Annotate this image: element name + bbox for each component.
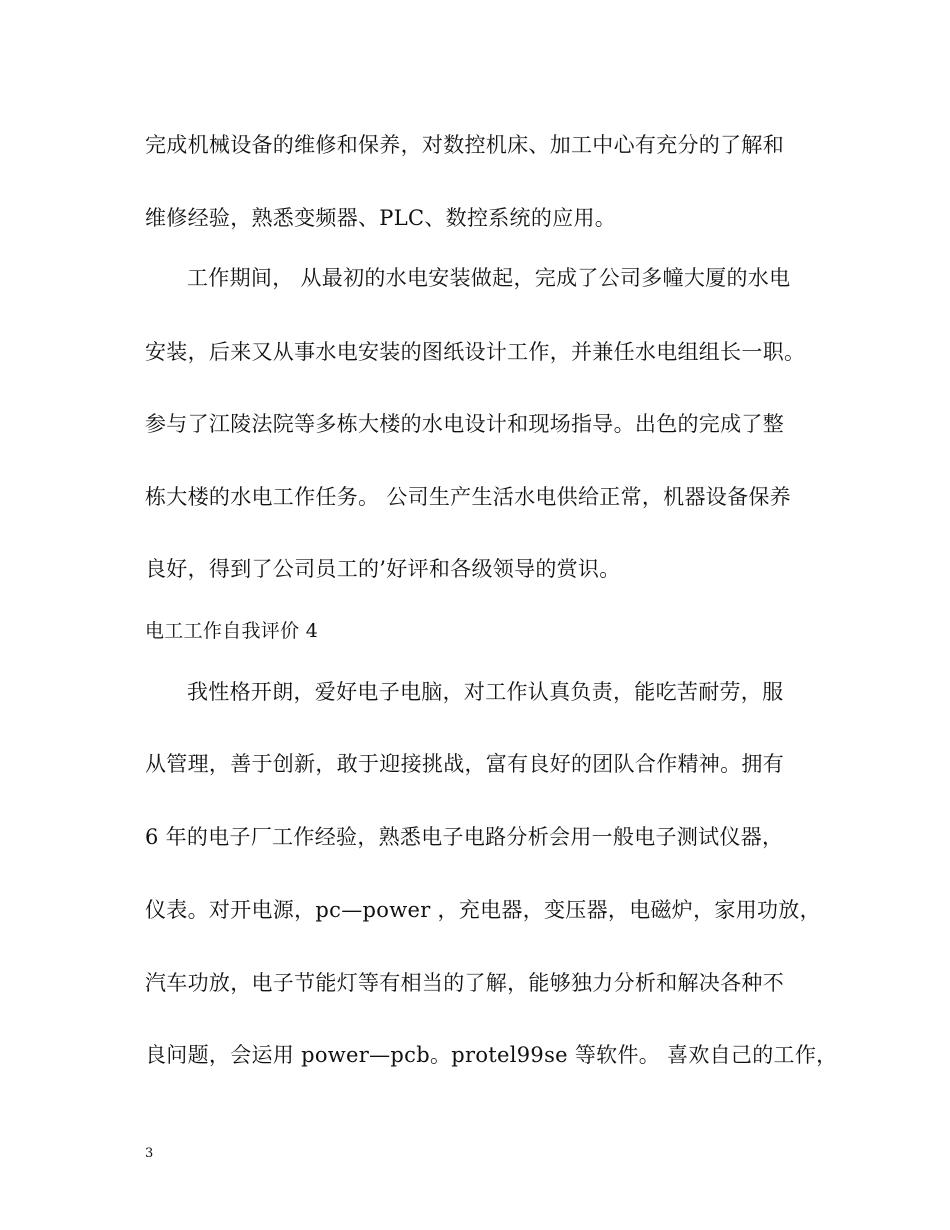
section-heading: 电工工作自我评价 4	[145, 620, 319, 642]
paragraph-line: 维修经验，熟悉变频器、PLC、数控系统的应用。	[145, 206, 617, 230]
paragraph-line: 安装，后来又从事水电安装的图纸设计工作，并兼任水电组组长一职。	[145, 340, 806, 364]
page-number: 3	[145, 1146, 154, 1161]
paragraph-line: 汽车功放，电子节能灯等有相当的了解，能够独力分析和解决各种不	[145, 971, 784, 995]
paragraph-line: 从管理，善于创新，敢于迎接挑战，富有良好的团队合作精神。拥有	[145, 752, 784, 776]
paragraph-line: 工作期间， 从最初的水电安装做起，完成了公司多幢大厦的水电	[187, 266, 791, 290]
paragraph-line: 良好，得到了公司员工的’好评和各级领导的赏识。	[145, 557, 621, 581]
paragraph-line: 良问题，会运用 power—pcb。protel99se 等软件。 喜欢自己的工作，	[145, 1043, 838, 1067]
paragraph-line: 6 年的电子厂工作经验，熟悉电子电路分析会用一般电子测试仪器，	[145, 825, 784, 849]
paragraph-line: 仪表。对开电源，pc—power ，充电器，变压器，电磁炉，家用功放，	[145, 898, 821, 922]
paragraph-line: 我性格开朗，爱好电子电脑，对工作认真负责，能吃苦耐劳，服	[187, 680, 784, 704]
paragraph-line: 完成机械设备的维修和保养，对数控机床、加工中心有充分的了解和	[145, 133, 784, 157]
paragraph-line: 栋大楼的水电工作任务。 公司生产生活水电供给正常，机器设备保养	[145, 485, 791, 509]
paragraph-line: 参与了江陵法院等多栋大楼的水电设计和现场指导。出色的完成了整	[145, 412, 784, 436]
